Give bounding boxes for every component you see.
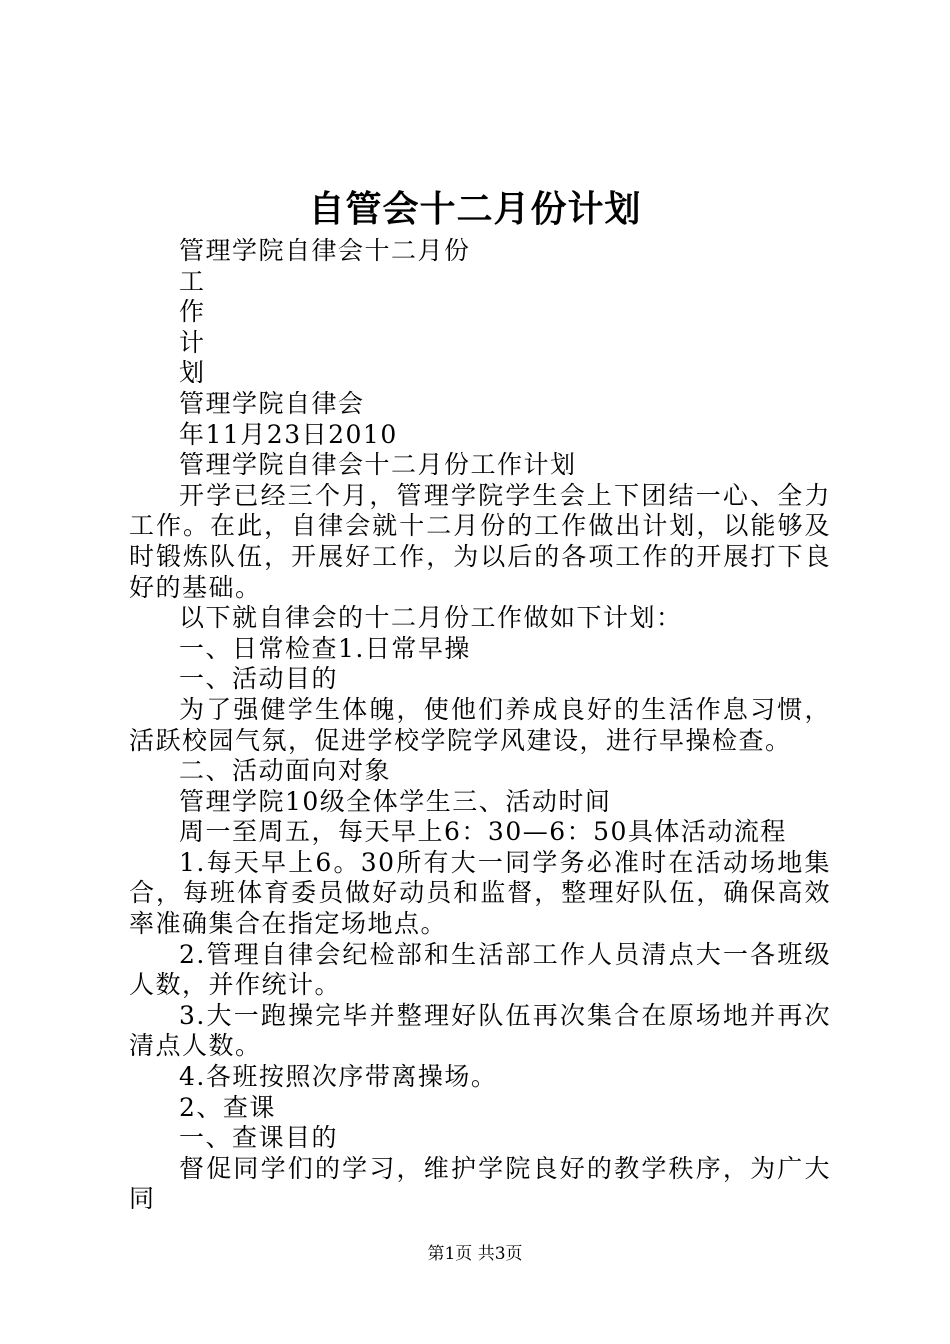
paragraph: 划 [179,358,206,388]
paragraph: 周一至周五，每天早上6：30—6：50具体活动流程 [179,817,787,847]
paragraph: 一、日常检查1.日常早操 [179,633,471,663]
paragraph: 一、活动目的 [179,664,339,694]
paragraph: 为了强健学生体魄，使他们养成良好的生活作息习惯，活跃校园气氛，促进学校学院学风建设，进行早操检查。 [129,694,831,755]
paragraph: 2、查课 [179,1092,276,1122]
paragraph: 年11月23日2010 [179,419,398,449]
document-title: 自管会十二月份计划 [308,188,642,230]
paragraph: 3.大一跑操完毕并整理好队伍再次集合在原场地并再次清点人数。 [129,1000,831,1061]
page-number: 第1页 共3页 [427,1244,523,1264]
paragraph: 管理学院自律会 [179,388,365,418]
paragraph: 1.每天早上6。30所有大一同学务必准时在活动场地集合，每班体育委员做好动员和监督，整理好队伍，确保高效率准确集合在指定场地点。 [129,847,831,939]
paragraph: 管理学院自律会十二月份工作计划 [179,450,577,480]
paragraph: 二、活动面向对象 [179,756,392,786]
paragraph: 计 [179,327,206,357]
paragraph: 督促同学们的学习，维护学院良好的教学秩序，为广大同 [129,1153,831,1214]
paragraph: 4.各班按照次序带离操场。 [179,1062,498,1092]
paragraph: 工 [179,266,206,296]
paragraph: 管理学院10级全体学生三、活动时间 [179,786,612,816]
paragraph: 2.管理自律会纪检部和生活部工作人员清点大一各班级人数，并作统计。 [129,939,831,1000]
paragraph: 一、查课目的 [179,1123,339,1153]
paragraph: 管理学院自律会十二月份 [179,236,471,265]
paragraph: 开学已经三个月，管理学院学生会上下团结一心、全力工作。在此，自律会就十二月份的工作做出计划，以能够及时锻炼队伍，开展好工作，为以后的各项工作的开展打下良好的基础。 [129,480,831,602]
document-body [129,236,831,1215]
paragraph: 以下就自律会的十二月份工作做如下计划： [179,603,683,633]
paragraph: 作 [179,297,206,327]
